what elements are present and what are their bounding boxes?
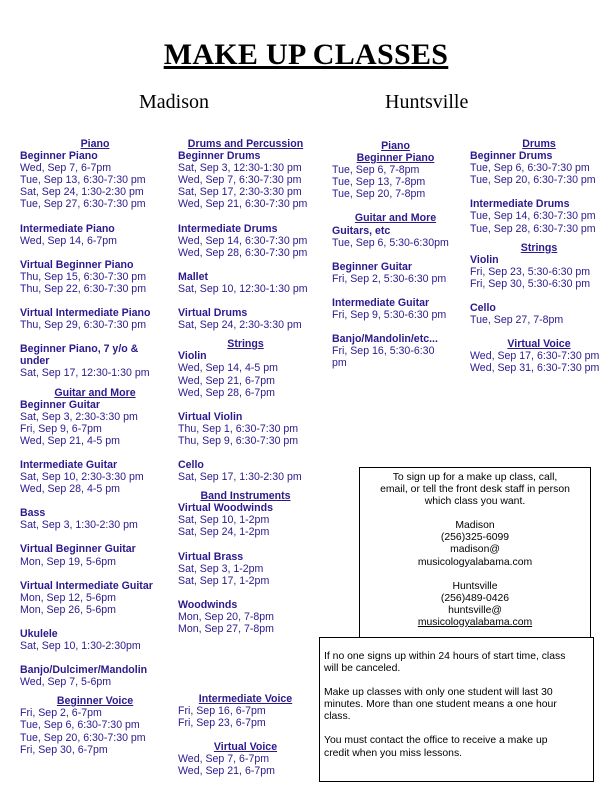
policy-box [319,637,594,782]
spacer [332,321,459,333]
class-time: Thu, Sep 1, 6:30-7:30 pm [178,422,299,435]
section-heading: Guitar and More [54,386,136,399]
class-time: Mon, Sep 27, 7-8pm [178,623,274,635]
class-time: Fri, Sep 16, 6-7pm [178,705,266,718]
madison-column-1 [20,138,170,756]
class-name: Virtual Beginner Guitar [20,543,136,556]
class-time: Fri, Sep 23, 5:30-6:30 pm [470,265,591,278]
spacer [20,495,170,507]
class-time: Wed, Sep 21, 4-5 pm [20,434,120,447]
class-time: Mon, Sep 26, 5-6pm [20,603,116,616]
class-time: Wed, Sep 7, 6:30-7:30 pm [178,174,302,187]
class-name: Beginner Guitar [332,260,413,273]
policy-cancel: If no one signs up within 24 hours of start time, class will be canceled. [324,651,566,675]
class-time: Wed, Sep 21, 6-7pm [178,374,275,387]
section-heading: Intermediate Voice [198,693,293,705]
class-name: Cello [470,302,496,315]
class-time: Tue, Sep 13, 6:30-7:30 pm [20,174,146,187]
class-time: Mon, Sep 20, 7-8pm [178,610,274,623]
class-name: Bass [20,507,46,520]
class-name: Beginner Drums [470,150,553,163]
class-name: Virtual Woodwinds [178,502,273,515]
section-heading: Drums and Percussion [187,138,304,150]
section-heading: Beginner Voice [56,695,134,708]
class-name: Guitars, etc [332,224,391,237]
spacer [20,331,170,343]
class-name: under [20,355,50,368]
class-time: Wed, Sep 28, 4-5 pm [20,483,120,496]
section-heading: Strings [227,338,264,351]
class-time: Tue, Sep 20, 7-8pm [332,188,426,201]
class-name: Beginner Guitar [20,398,101,411]
class-time: Fri, Sep 2, 6-7pm [20,707,102,720]
class-time: Wed, Sep 7, 6-7pm [20,162,112,175]
madison-column-2 [178,138,313,635]
policy-duration: Make up classes with only one student will last 30 minutes. More than one student means a one hour class. [324,687,557,723]
spacer [178,483,313,490]
class-time: Wed, Sep 31, 6:30-7:30 pm [470,362,600,375]
spacer [20,380,170,387]
class-name: Violin [178,350,207,363]
class-time: Wed, Sep 7, 5-6pm [20,676,112,689]
class-time: pm [332,357,347,370]
huntsville-column-2 [470,138,608,375]
class-time: Fri, Sep 16, 5:30-6:30 [332,345,435,358]
class-name: Virtual Intermediate Guitar [20,579,153,592]
class-name: Cello [178,458,204,471]
class-time: Sat, Sep 10, 2:30-3:30 pm [20,471,144,484]
spacer [332,200,459,212]
spacer [178,447,313,459]
spacer [470,235,608,242]
class-time: Thu, Sep 9, 6:30-7:30 pm [178,434,299,447]
class-name: Intermediate Guitar [20,458,118,471]
class-time: Sat, Sep 17, 1:30-2:30 pm [178,471,302,484]
class-time: Thu, Sep 22, 6:30-7:30 pm [20,282,147,295]
policy-credit: You must contact the office to receive a make up credit when you miss lessons. [324,735,548,759]
class-name: Ukulele [20,627,58,640]
class-name: Beginner Piano, 7 y/o & [20,343,139,356]
class-time: Tue, Sep 6, 5:30-6:30pm [332,236,449,249]
class-time: Wed, Sep 17, 6:30-7:30 pm [470,350,600,363]
section-heading: Beginner Piano [356,152,435,165]
class-time: Sat, Sep 17, 1-2pm [178,574,270,587]
spacer [178,331,313,338]
class-time: Sat, Sep 3, 2:30-3:30 pm [20,410,138,423]
section-heading: Guitar and More [354,212,437,225]
location-heading-madison: Madison [139,91,209,113]
spacer [20,247,170,259]
spacer [20,568,170,580]
contact-intro: To sign up for a make up class, call, email, or tell the front desk staff in person which class you want. [380,472,570,508]
spacer [470,186,608,198]
class-time: Tue, Sep 20, 6:30-7:30 pm [470,174,596,187]
spacer [20,616,170,628]
class-time: Wed, Sep 28, 6-7pm [178,386,275,399]
section-heading: Piano [381,140,410,152]
contact-info-box [359,467,591,640]
spacer [178,587,313,599]
spacer [332,285,459,297]
class-time: Fri, Sep 9, 6-7pm [20,422,102,435]
class-time: Fri, Sep 30, 6-7pm [20,743,108,756]
madison-phone: (256)325-6099 [440,532,510,544]
huntsville-phone: (256)489-0426 [440,592,510,604]
class-time: Mon, Sep 12, 5-6pm [20,591,116,604]
class-name: Banjo/Mandolin/etc... [332,333,438,346]
class-name: Virtual Violin [178,410,243,423]
spacer [178,211,313,223]
class-time: Thu, Sep 29, 6:30-7:30 pm [20,319,147,332]
class-time: Thu, Sep 15, 6:30-7:30 pm [20,270,147,283]
spacer [470,290,608,302]
class-name: Woodwinds [178,598,238,611]
class-name: Virtual Drums [178,307,248,320]
class-time: Wed, Sep 14, 6:30-7:30 pm [178,234,308,247]
class-name: Mallet [178,270,209,283]
huntsville-contact: Huntsville (256)489-0426 huntsville@ musicologyalabama.com [360,581,590,629]
section-heading: Band Instruments [200,490,291,503]
class-time: Sat, Sep 24, 2:30-3:30 pm [178,319,302,332]
huntsville-email[interactable]: huntsville@ [448,604,502,616]
section-heading: Virtual Voice [507,338,571,351]
class-name: Virtual Beginner Piano [20,258,134,271]
class-time: Tue, Sep 27, 7-8pm [470,314,564,327]
spacer [470,326,608,338]
spacer [20,531,170,543]
class-time: Sat, Sep 24, 1:30-2:30 pm [20,186,144,199]
huntsville-email-link[interactable]: musicologyalabama.com [417,616,533,628]
section-heading: Piano [80,138,110,150]
class-name: Virtual Brass [178,550,244,563]
spacer [20,447,170,459]
class-time: Sat, Sep 3, 1:30-2:30 pm [20,519,138,532]
page-title: MAKE UP CLASSES [163,38,449,71]
madison-email[interactable]: madison@ [450,544,500,556]
class-time: Sat, Sep 3, 12:30-1:30 pm [178,162,302,175]
spacer [332,249,459,261]
class-name: Banjo/Dulcimer/Mandolin [20,664,148,677]
class-name: Intermediate Piano [20,222,115,235]
class-time: Tue, Sep 20, 6:30-7:30 pm [20,731,146,744]
class-time: Tue, Sep 13, 7-8pm [332,176,426,189]
class-time: Fri, Sep 9, 5:30-6:30 pm [332,309,447,322]
spacer [178,399,313,411]
spacer [178,295,313,307]
spacer [20,688,170,695]
class-time: Sat, Sep 10, 1-2pm [178,514,270,527]
class-time: Fri, Sep 2, 5:30-6:30 pm [332,272,447,285]
spacer [178,259,313,271]
spacer [20,211,170,223]
class-time: Tue, Sep 6, 7-8pm [332,164,420,177]
class-time: Tue, Sep 6, 6:30-7:30 pm [470,162,590,175]
section-heading: Drums [522,138,556,150]
class-time: Mon, Sep 19, 5-6pm [20,555,116,568]
class-time: Fri, Sep 30, 5:30-6:30 pm [470,277,591,290]
huntsville-column-1 [332,140,459,369]
class-time: Sat, Sep 17, 2:30-3:30 pm [178,186,302,199]
spacer [20,652,170,664]
class-time: Wed, Sep 21, 6-7pm [178,765,275,778]
class-name: Intermediate Drums [178,222,278,235]
class-name: Violin [470,253,499,266]
class-time: Wed, Sep 28, 6:30-7:30 pm [178,246,308,259]
class-time: Sat, Sep 10, 1:30-2:30pm [20,640,141,652]
section-heading: Virtual Voice [213,741,278,754]
class-time: Sat, Sep 3, 1-2pm [178,562,264,575]
section-heading: Strings [520,241,558,254]
class-name: Beginner Drums [178,150,261,163]
class-time: Tue, Sep 14, 6:30-7:30 pm [470,210,596,223]
class-time: Sat, Sep 17, 12:30-1:30 pm [20,367,150,380]
madison-column-2-voice [178,693,313,778]
class-time: Tue, Sep 27, 6:30-7:30 pm [20,198,146,211]
class-time: Tue, Sep 6, 6:30-7:30 pm [20,719,140,732]
class-name: Intermediate Drums [470,198,570,211]
class-time: Tue, Sep 28, 6:30-7:30 pm [470,222,596,235]
class-time: Wed, Sep 21, 6:30-7:30 pm [178,198,308,211]
class-time: Sat, Sep 24, 1-2pm [178,526,270,539]
class-name: Intermediate Guitar [332,296,430,309]
class-time: Wed, Sep 7, 6-7pm [178,753,270,766]
madison-contact: Madison (256)325-6099 madison@ musicologyalabama.com [360,520,590,568]
spacer [20,295,170,307]
class-name: Virtual Intermediate Piano [20,307,151,320]
spacer [178,539,313,551]
class-time: Sat, Sep 10, 12:30-1:30 pm [178,282,308,295]
class-time: Wed, Sep 14, 6-7pm [20,234,117,247]
class-time: Wed, Sep 14, 4-5 pm [178,362,278,375]
location-heading-huntsville: Huntsville [385,91,469,113]
spacer [178,729,313,741]
class-time: Fri, Sep 23, 6-7pm [178,717,266,730]
class-name: Beginner Piano [20,150,98,163]
